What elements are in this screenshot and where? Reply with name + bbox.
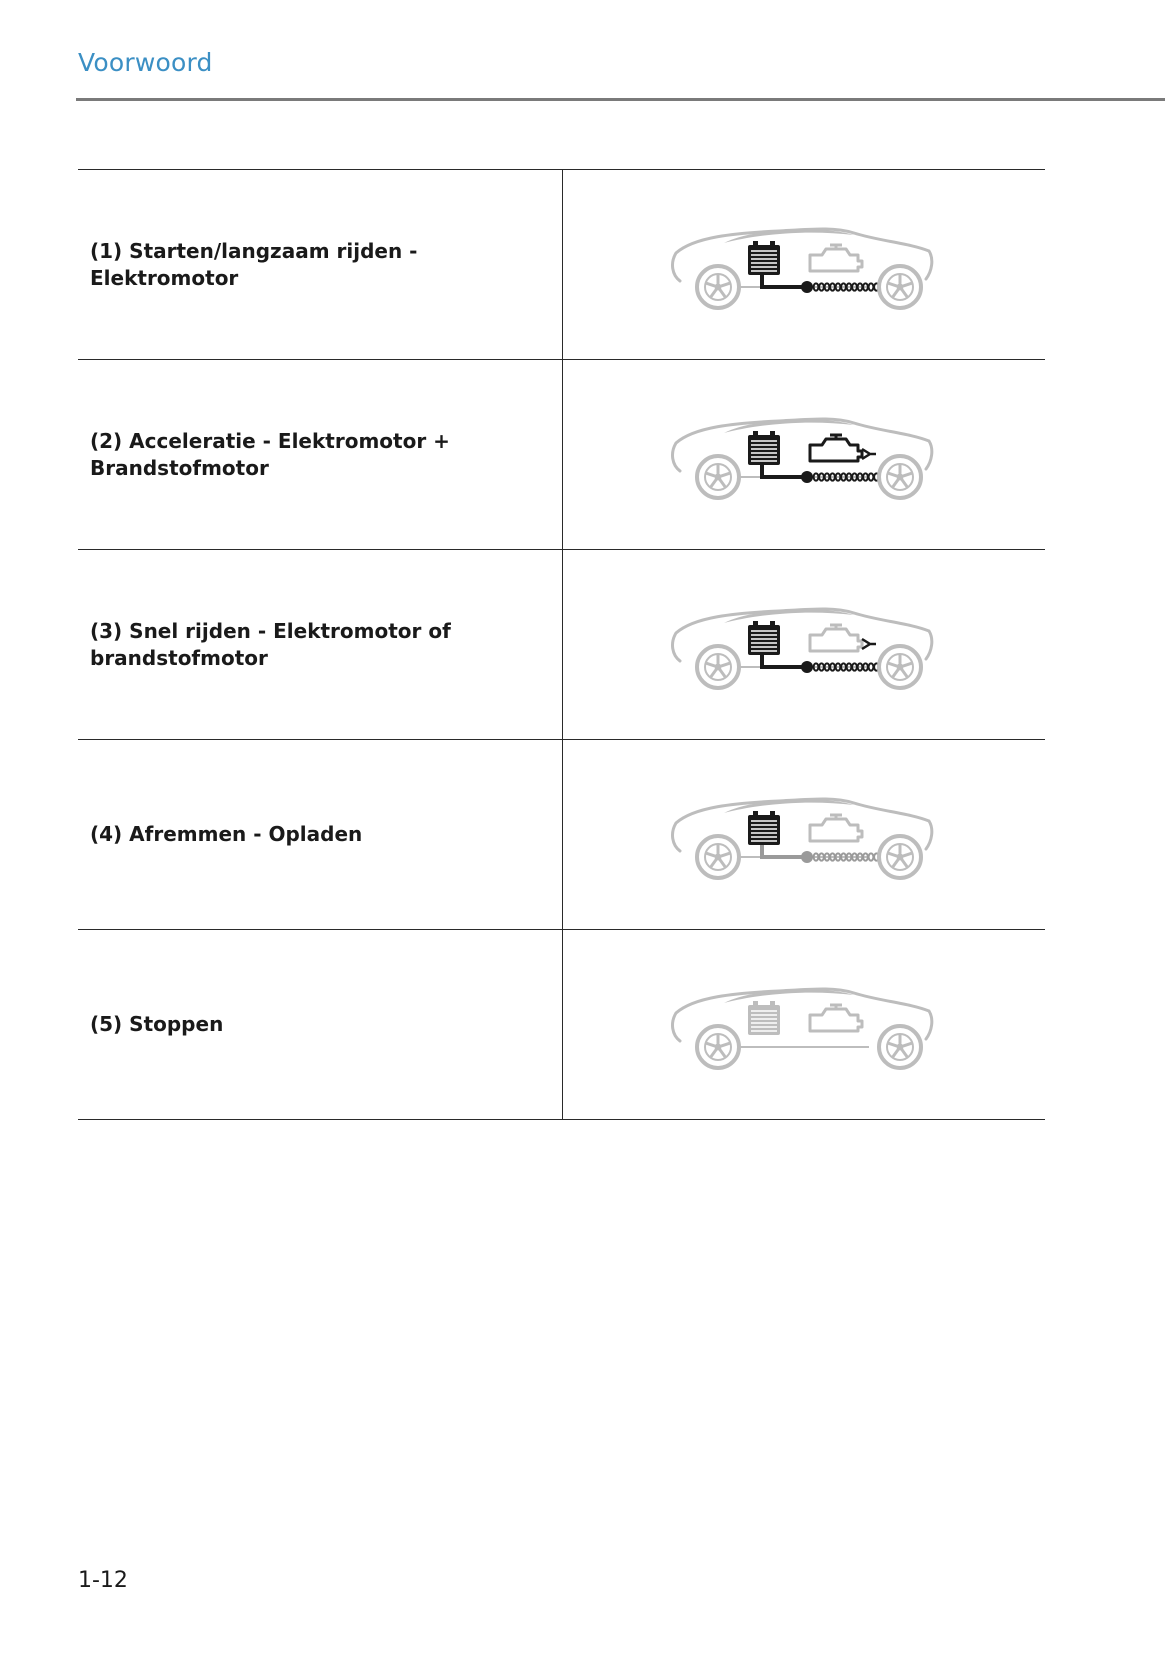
rear-wheel-icon [879, 456, 921, 498]
driveshaft-spring [813, 283, 878, 290]
rear-wheel-icon [879, 1026, 921, 1068]
electric-motor-icon [801, 851, 813, 863]
battery-icon [748, 1001, 780, 1035]
battery-icon [748, 431, 780, 465]
mode-label-cell [78, 930, 562, 1120]
front-wheel-icon [697, 836, 739, 878]
mode-label: (4) Afremmen - Opladen [90, 822, 363, 846]
front-wheel-icon [697, 1026, 739, 1068]
driveshaft-spring [813, 473, 878, 480]
fuel-engine-icon [810, 249, 862, 271]
table-row-mode-5 [78, 930, 1045, 1120]
mode-label-cell [78, 360, 562, 550]
mode-diagram-cell [562, 930, 1045, 1120]
mode-diagram-cell [562, 550, 1045, 740]
driveshaft-spring [813, 663, 878, 670]
fuel-engine-icon [810, 819, 862, 841]
electric-motor-icon [801, 281, 813, 293]
mode-diagram-cell [562, 740, 1045, 930]
car-roof-icon [724, 419, 854, 433]
battery-icon [748, 621, 780, 655]
car-diagram-mode-2 [664, 405, 944, 505]
rear-wheel-icon [879, 266, 921, 308]
page-number: 1-12 [78, 1568, 128, 1593]
mode-label-cell [78, 550, 562, 740]
header-divider [76, 98, 1165, 101]
table-row-mode-3 [78, 550, 1045, 740]
fuel-engine-icon [810, 629, 862, 651]
rear-wheel-icon [879, 646, 921, 688]
mode-diagram-cell [562, 360, 1045, 550]
mode-label-cell [78, 170, 562, 360]
drive-modes-table [78, 169, 1045, 1120]
engine-power-arrow-icon [862, 449, 876, 459]
car-roof-icon [724, 229, 854, 243]
mode-diagram-cell [562, 170, 1045, 360]
car-roof-icon [724, 609, 854, 623]
engine-power-arrow-icon [862, 639, 876, 649]
fuel-engine-icon [810, 1009, 862, 1031]
section-title: Voorwoord [78, 48, 213, 77]
battery-icon [748, 241, 780, 275]
mode-label-cell [78, 740, 562, 930]
battery-icon [748, 811, 780, 845]
car-roof-icon [724, 799, 854, 813]
front-wheel-icon [697, 266, 739, 308]
driveshaft-spring [813, 853, 878, 860]
electric-motor-icon [801, 471, 813, 483]
car-roof-icon [724, 989, 854, 1003]
car-diagram-mode-3 [664, 595, 944, 695]
fuel-engine-icon [810, 439, 862, 461]
mode-label: (2) Acceleratie - Elektromotor + Brandstofmotor [90, 428, 450, 480]
mode-label: (3) Snel rijden - Elektromotor of brandstofmotor [90, 618, 451, 670]
front-wheel-icon [697, 646, 739, 688]
car-diagram-mode-5 [664, 975, 944, 1075]
rear-wheel-icon [879, 836, 921, 878]
mode-label: (1) Starten/langzaam rijden - Elektromotor [90, 238, 418, 290]
car-diagram-mode-4 [664, 785, 944, 885]
electric-motor-icon [801, 661, 813, 673]
table-row-mode-1 [78, 170, 1045, 360]
front-wheel-icon [697, 456, 739, 498]
mode-label: (5) Stoppen [90, 1012, 224, 1036]
table-row-mode-4 [78, 740, 1045, 930]
car-diagram-mode-1 [664, 215, 944, 315]
table-row-mode-2 [78, 360, 1045, 550]
